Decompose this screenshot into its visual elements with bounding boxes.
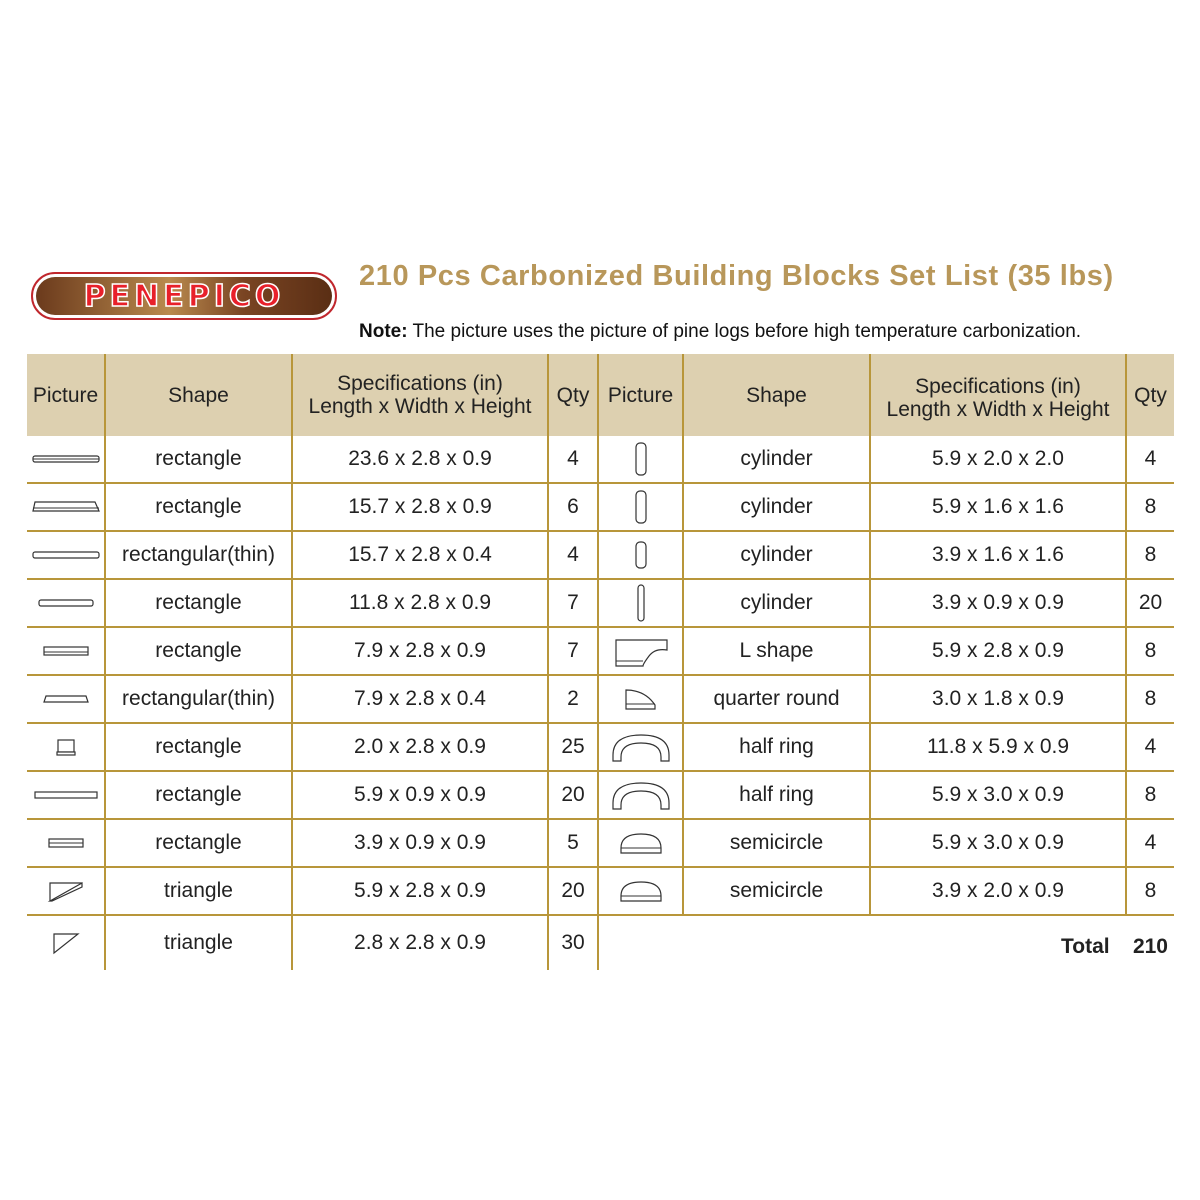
shape-cell: cylinder bbox=[683, 436, 870, 483]
shape-cell: L shape bbox=[683, 627, 870, 675]
picture-cell bbox=[27, 436, 105, 483]
header-shape: Shape bbox=[105, 354, 292, 436]
semicircle-icon bbox=[618, 878, 664, 904]
qty-cell: 20 bbox=[548, 771, 598, 819]
header-shape-2: Shape bbox=[683, 354, 870, 436]
qty-cell: 8 bbox=[1126, 531, 1174, 579]
rect-medium-icon bbox=[36, 597, 96, 609]
qty-cell: 6 bbox=[548, 483, 598, 531]
penepico-logo bbox=[31, 272, 337, 320]
shape-cell: half ring bbox=[683, 723, 870, 771]
header-picture-2: Picture bbox=[598, 354, 683, 436]
shape-cell: semicircle bbox=[683, 819, 870, 867]
logo-text: PENEPICO bbox=[83, 278, 285, 314]
picture-cell bbox=[27, 819, 105, 867]
total-cell bbox=[598, 915, 1174, 970]
rect-wide-icon bbox=[31, 499, 101, 515]
shape-cell: quarter round bbox=[683, 675, 870, 723]
qty-cell: 20 bbox=[1126, 579, 1174, 627]
table-row bbox=[27, 915, 1174, 970]
shape-cell: rectangular(thin) bbox=[105, 675, 292, 723]
header-picture: Picture bbox=[27, 354, 105, 436]
cylinder-icon bbox=[633, 489, 649, 525]
shape-cell: rectangle bbox=[105, 579, 292, 627]
total-value: 210 bbox=[1132, 935, 1168, 958]
triangle-icon bbox=[46, 877, 86, 905]
rect-thin-icon bbox=[31, 549, 101, 561]
qty-cell: 8 bbox=[1126, 771, 1174, 819]
rect-bar-short-icon bbox=[46, 837, 86, 849]
cylinder-thin-icon bbox=[635, 583, 647, 623]
qty-cell: 5 bbox=[548, 819, 598, 867]
header-spec-line2: Length x Width x Height bbox=[886, 398, 1110, 421]
qty-cell: 8 bbox=[1126, 867, 1174, 915]
triangle-small-icon bbox=[51, 930, 81, 956]
header-qty-2: Qty bbox=[1126, 354, 1174, 436]
shape-cell: cylinder bbox=[683, 579, 870, 627]
table-row bbox=[27, 531, 1174, 579]
spec-cell: 11.8 x 5.9 x 0.9 bbox=[870, 723, 1126, 771]
picture-cell bbox=[598, 819, 683, 867]
shape-cell: triangle bbox=[105, 915, 292, 970]
half-ring-icon bbox=[610, 779, 672, 811]
spec-cell: 3.9 x 0.9 x 0.9 bbox=[292, 819, 548, 867]
shape-cell: rectangular(thin) bbox=[105, 531, 292, 579]
spec-cell: 3.9 x 1.6 x 1.6 bbox=[870, 531, 1126, 579]
picture-cell bbox=[598, 771, 683, 819]
shape-cell: rectangle bbox=[105, 771, 292, 819]
shape-cell: cylinder bbox=[683, 483, 870, 531]
spec-cell: 3.0 x 1.8 x 0.9 bbox=[870, 675, 1126, 723]
header-spec-line1: Specifications (in) bbox=[337, 372, 503, 395]
table-row bbox=[27, 579, 1174, 627]
table-row bbox=[27, 723, 1174, 771]
rect-small-icon bbox=[54, 737, 78, 757]
qty-cell: 20 bbox=[548, 867, 598, 915]
table-row bbox=[27, 771, 1174, 819]
note-label: Note: bbox=[359, 321, 408, 342]
shape-cell: half ring bbox=[683, 771, 870, 819]
spec-cell: 5.9 x 2.8 x 0.9 bbox=[292, 867, 548, 915]
quarter-round-icon bbox=[623, 687, 659, 711]
picture-cell bbox=[27, 579, 105, 627]
spec-cell: 7.9 x 2.8 x 0.9 bbox=[292, 627, 548, 675]
shape-cell: rectangle bbox=[105, 483, 292, 531]
picture-cell bbox=[27, 771, 105, 819]
shape-cell: semicircle bbox=[683, 867, 870, 915]
note-text: The picture uses the picture of pine logs before high temperature carbonization. bbox=[407, 321, 1082, 342]
spec-cell: 15.7 x 2.8 x 0.4 bbox=[292, 531, 548, 579]
shape-cell: rectangle bbox=[105, 819, 292, 867]
qty-cell: 30 bbox=[548, 915, 598, 970]
spec-cell: 5.9 x 3.0 x 0.9 bbox=[870, 819, 1126, 867]
shape-cell: rectangle bbox=[105, 723, 292, 771]
spec-cell: 7.9 x 2.8 x 0.4 bbox=[292, 675, 548, 723]
cylinder-short-icon bbox=[633, 540, 649, 570]
spec-cell: 15.7 x 2.8 x 0.9 bbox=[292, 483, 548, 531]
picture-cell bbox=[598, 436, 683, 483]
table-row bbox=[27, 675, 1174, 723]
table-row bbox=[27, 819, 1174, 867]
half-ring-icon bbox=[610, 731, 672, 763]
table-header bbox=[27, 354, 1174, 436]
spec-cell: 5.9 x 1.6 x 1.6 bbox=[870, 483, 1126, 531]
picture-cell bbox=[27, 627, 105, 675]
table-row bbox=[27, 483, 1174, 531]
header-spec-line1: Specifications (in) bbox=[915, 375, 1081, 398]
rect-short-icon bbox=[41, 645, 91, 657]
spec-cell: 3.9 x 0.9 x 0.9 bbox=[870, 579, 1126, 627]
picture-cell bbox=[598, 723, 683, 771]
picture-cell bbox=[598, 627, 683, 675]
picture-cell bbox=[598, 675, 683, 723]
spec-cell: 5.9 x 3.0 x 0.9 bbox=[870, 771, 1126, 819]
spec-cell: 11.8 x 2.8 x 0.9 bbox=[292, 579, 548, 627]
qty-cell: 4 bbox=[1126, 723, 1174, 771]
spec-cell: 2.8 x 2.8 x 0.9 bbox=[292, 915, 548, 970]
spec-cell: 23.6 x 2.8 x 0.9 bbox=[292, 436, 548, 483]
qty-cell: 8 bbox=[1126, 483, 1174, 531]
picture-cell bbox=[27, 675, 105, 723]
header-spec-2 bbox=[870, 354, 1126, 436]
qty-cell: 25 bbox=[548, 723, 598, 771]
spec-cell: 3.9 x 2.0 x 0.9 bbox=[870, 867, 1126, 915]
note bbox=[359, 321, 1081, 343]
spec-cell: 5.9 x 2.8 x 0.9 bbox=[870, 627, 1126, 675]
rect-long-icon bbox=[31, 453, 101, 465]
header-qty: Qty bbox=[548, 354, 598, 436]
semicircle-icon bbox=[618, 830, 664, 856]
picture-cell bbox=[598, 867, 683, 915]
qty-cell: 4 bbox=[548, 531, 598, 579]
qty-cell: 4 bbox=[1126, 436, 1174, 483]
qty-cell: 7 bbox=[548, 627, 598, 675]
header-spec-line2: Length x Width x Height bbox=[308, 395, 532, 418]
picture-cell bbox=[27, 867, 105, 915]
header-spec bbox=[292, 354, 548, 436]
shape-cell: rectangle bbox=[105, 627, 292, 675]
spec-cell: 5.9 x 0.9 x 0.9 bbox=[292, 771, 548, 819]
page-title: 210 Pcs Carbonized Building Blocks Set List (35 lbs) bbox=[359, 260, 1114, 292]
rect-bar-icon bbox=[33, 789, 99, 801]
spec-cell: 5.9 x 2.0 x 2.0 bbox=[870, 436, 1126, 483]
picture-cell bbox=[598, 579, 683, 627]
qty-cell: 8 bbox=[1126, 627, 1174, 675]
table-row bbox=[27, 627, 1174, 675]
qty-cell: 4 bbox=[1126, 819, 1174, 867]
qty-cell: 4 bbox=[548, 436, 598, 483]
picture-cell bbox=[598, 531, 683, 579]
rect-short-thin-icon bbox=[41, 693, 91, 705]
parts-table bbox=[27, 354, 1174, 970]
shape-cell: triangle bbox=[105, 867, 292, 915]
l-shape-icon bbox=[613, 634, 669, 668]
total-label: Total bbox=[1061, 935, 1110, 958]
qty-cell: 8 bbox=[1126, 675, 1174, 723]
table-row bbox=[27, 867, 1174, 915]
shape-cell: cylinder bbox=[683, 531, 870, 579]
picture-cell bbox=[27, 483, 105, 531]
cylinder-icon bbox=[633, 441, 649, 477]
table-row bbox=[27, 436, 1174, 483]
picture-cell bbox=[598, 483, 683, 531]
picture-cell bbox=[27, 531, 105, 579]
qty-cell: 7 bbox=[548, 579, 598, 627]
shape-cell: rectangle bbox=[105, 436, 292, 483]
picture-cell bbox=[27, 915, 105, 970]
spec-cell: 2.0 x 2.8 x 0.9 bbox=[292, 723, 548, 771]
picture-cell bbox=[27, 723, 105, 771]
qty-cell: 2 bbox=[548, 675, 598, 723]
